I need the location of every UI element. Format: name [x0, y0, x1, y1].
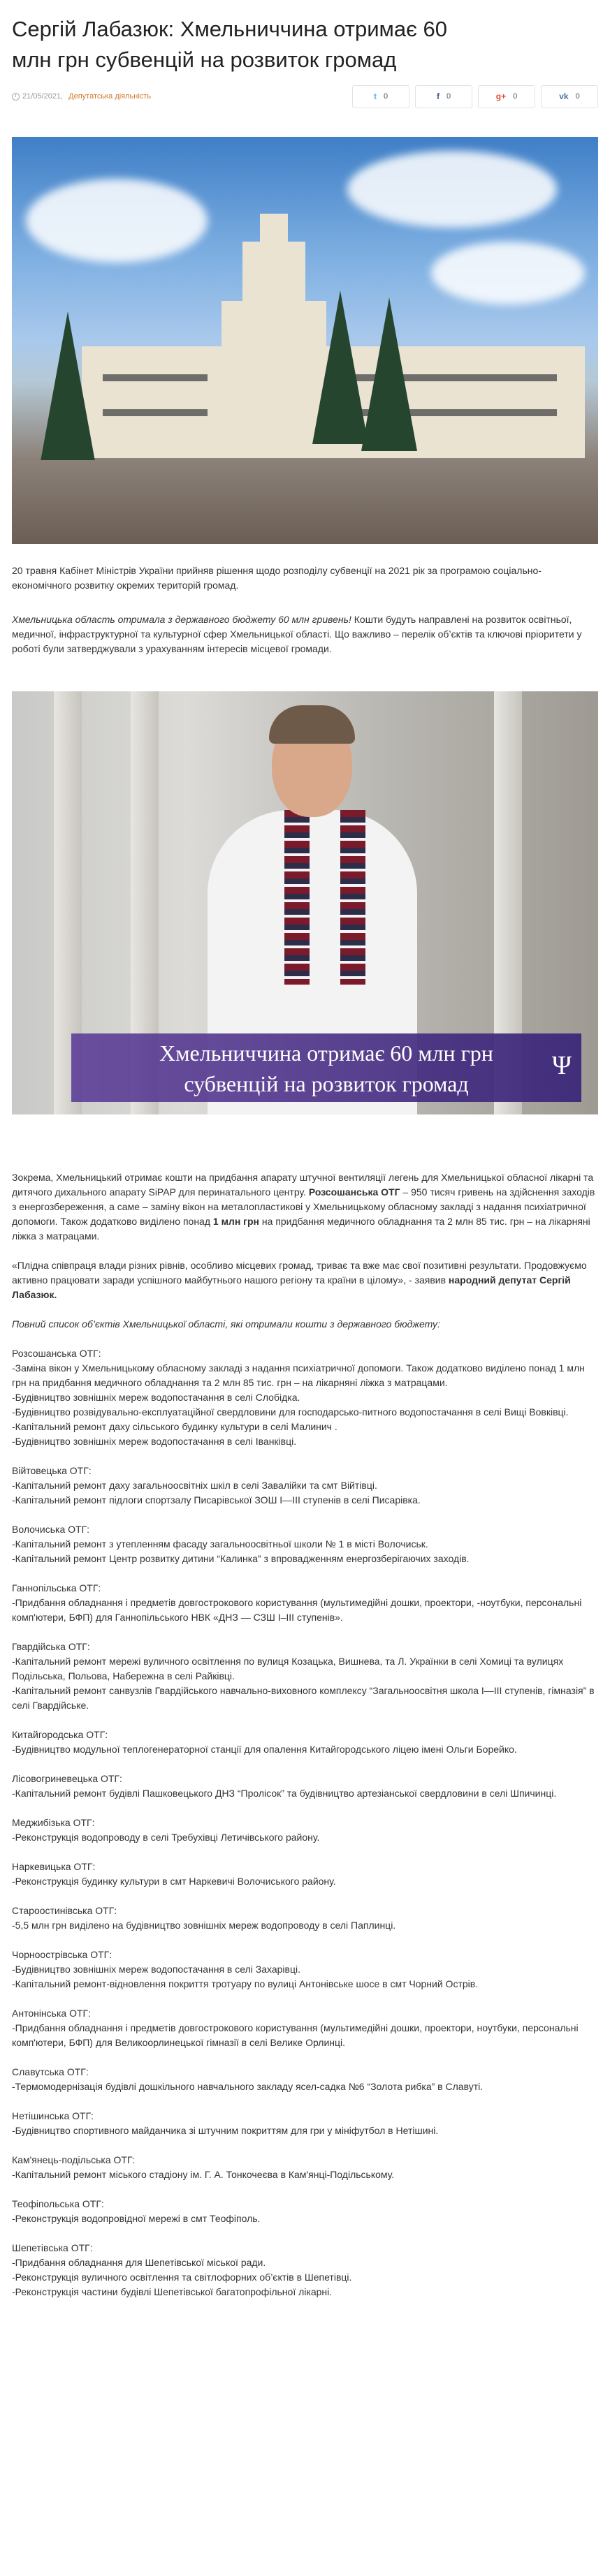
facebook-icon: f	[436, 91, 440, 101]
project-item: -5,5 млн грн виділено на будівництво зовнішніх мереж водопроводу в селі Паплинці.	[12, 1920, 396, 1931]
community-section	[12, 2109, 598, 2138]
share-count: 0	[513, 92, 518, 101]
share-google-plus-button[interactable]	[478, 85, 535, 108]
tree	[312, 290, 368, 444]
community-heading: Шепетівська ОТГ:	[12, 2242, 93, 2253]
community-section	[12, 1904, 598, 1933]
project-item: -Реконструкція водопровідної мережі в смт Теофіполь.	[12, 2213, 261, 2224]
project-item: -Реконструкція водопроводу в селі Требухівці Летичівського району.	[12, 1832, 320, 1843]
tree	[361, 297, 417, 451]
portrait-photo	[12, 691, 598, 1114]
window-row	[103, 374, 208, 381]
article-meta	[12, 82, 598, 110]
project-item: -Капітальний ремонт даху сільського будинку культури в селі Малинич .	[12, 1421, 337, 1432]
intro-paragraph: 20 травня Кабінет Міністрів України прийняв рішення щодо розподілу субвенції на 2021 рік за програмою соціально-економічного розвитку окремих територій громад.	[12, 565, 542, 591]
text: – 950 тисяч гривень на здійснення заходів з енергозбереження, а саме – заміну вікон на металопластикові у Хмельницькому обласному закладі з надання психіатричної допомоги. Також додатково виділено понад	[12, 1186, 595, 1227]
project-item: -Будівництво спортивного майданчика зі штучним покриттям для гри у мініфутбол в Нетішині.	[12, 2125, 439, 2136]
funding-emphasis: Хмельницька область отримала з державного бюджету 60 млн гривень!	[12, 614, 351, 625]
share-count: 0	[575, 92, 580, 101]
project-item: -Капітальний ремонт мережі вуличного освітлення по вулиця Козацька, Вишнева, та Л. Українки в селі Хомиці та вулицях Подільська, Польова, Набережна в селі Райківці.	[12, 1656, 564, 1681]
quote-author: народний депутат Сергій Лабазюк.	[12, 1274, 571, 1300]
project-item: -Будівництво зовнішніх мереж водопостачання в селі Іванківці.	[12, 1436, 297, 1447]
building-photo	[12, 137, 598, 544]
article-body	[12, 1170, 598, 2299]
bold-text: 1 млн грн	[212, 1216, 260, 1227]
project-item: -Заміна вікон у Хмельницькому обласному закладі з надання психіатричної допомоги. Також додатково виділено понад 1 млн грн на придбання медичного обладнання та 2 млн 85 тис. грн – на лікарняні ліжка з матрацами.	[12, 1362, 585, 1388]
plaza	[12, 460, 598, 544]
community-section	[12, 1346, 598, 1449]
clock-tower	[242, 242, 305, 304]
banner-line-1: Хмельниччина отримає 60 млн грн	[159, 1040, 493, 1066]
community-section	[12, 1860, 598, 1889]
project-item: -Реконструкція частини будівлі Шепетівської багатопрофільної лікарні.	[12, 2286, 333, 2297]
community-heading: Чорноострівська ОТГ:	[12, 1949, 112, 1960]
community-section	[12, 1581, 598, 1625]
share-buttons	[352, 85, 598, 108]
community-section	[12, 1948, 598, 1992]
share-vk-button[interactable]	[541, 85, 598, 108]
tower-top	[260, 214, 288, 245]
community-heading: Волочиська ОТГ:	[12, 1524, 90, 1535]
project-item: -Капітальний ремонт Центр розвитку дитини “Калинка” з впровадженням енергозберігаючих заходів.	[12, 1553, 470, 1564]
body-paragraph	[12, 1170, 598, 1244]
community-section	[12, 1522, 598, 1566]
project-item: -Капітальний ремонт-відновлення покриття тротуару по вулиці Антонівське шосе в смт Чорний Острів.	[12, 1978, 479, 1989]
meta-left	[12, 89, 151, 103]
vk-icon: vk	[559, 91, 569, 101]
community-heading: Гвардійська ОТГ:	[12, 1641, 90, 1652]
community-section	[12, 1464, 598, 1508]
share-count: 0	[446, 92, 451, 101]
community-heading: Китайгородська ОТГ:	[12, 1729, 108, 1740]
community-heading: Лісовогриневецька ОТГ:	[12, 1773, 122, 1784]
project-item: -Придбання обладнання для Шепетівської міської ради.	[12, 2257, 266, 2268]
trident-icon: Ψ	[551, 1051, 572, 1080]
article-title: Сергій Лабазюк: Хмельниччина отримає 60 млн грн субвенцій на розвиток громад	[12, 17, 448, 72]
project-item: -Будівництво розвідувально-експлуатаційної свердловини для господарсько-питного водопостачання в селі Вищі Вовківці.	[12, 1406, 569, 1418]
twitter-icon: t	[373, 91, 377, 101]
community-section	[12, 2197, 598, 2226]
list-intro	[12, 1317, 598, 1332]
image-banner	[71, 1033, 581, 1102]
project-item: -Реконструкція будинку культури в смт Наркевичі Волочиського району.	[12, 1876, 336, 1887]
project-item: -Капітальний ремонт підлоги спортзалу Писарівської ЗОШ І—ІІІ ступенів в селі Писарівка.	[12, 1494, 421, 1506]
community-section	[12, 2006, 598, 2050]
banner-line-2: субвенцій на розвиток громад	[184, 1071, 469, 1096]
project-item: -Капітальний ремонт міського стадіону ім. Г. А. Тонкочеєва в Кам'янці-Подільському.	[12, 2169, 395, 2180]
article-date: 21/05/2021,	[22, 92, 64, 101]
community-heading: Кам'янець-подільська ОТГ:	[12, 2154, 136, 2165]
google-plus-icon: g+	[495, 91, 507, 101]
community-section	[12, 1640, 598, 1713]
article-category-link[interactable]: Депутатська діяльність	[68, 92, 152, 101]
project-item: -Будівництво модульної теплогенераторної станції для опалення Китайгородського ліцею імені Ольги Борейко.	[12, 1744, 517, 1755]
community-heading: Теофіпольська ОТГ:	[12, 2198, 104, 2209]
project-item: -Капітальний ремонт будівлі Пашковецького ДНЗ “Пролісок” та будівництво артезіанської свердловини в селі Шпичинці.	[12, 1788, 557, 1799]
community-heading: Нетішинська ОТГ:	[12, 2110, 94, 2121]
window-row	[103, 409, 208, 416]
community-heading: Наркевицька ОТГ:	[12, 1861, 96, 1872]
text: Зокрема, Хмельницький отримає кошти на придбання апарату штучної вентиляції легень для Хмельницької обласної лікарні та дитячого дихального апарату SiPAP для перинатального центру.	[12, 1172, 594, 1198]
community-heading: Староостинівська ОТГ:	[12, 1905, 117, 1916]
community-heading: Ганнопільська ОТГ:	[12, 1582, 101, 1594]
project-item: -Придбання обладнання і предметів довгострокового користування (мультимедійні дошки, проектори, ноутбуки, персональні комп'ютери, БФП) для Великоорлинецької гімназії в селі Велике Орлинці.	[12, 2022, 579, 2048]
project-item: -Будівництво зовнішніх мереж водопостачання в селі Захарівці.	[12, 1964, 300, 1975]
share-facebook-button[interactable]	[415, 85, 472, 108]
cloud	[347, 151, 557, 228]
quote-paragraph	[12, 1258, 598, 1302]
funding-rest: Кошти будуть направлені на розвиток освітньої, медичної, інфраструктурної та культурної сфер Хмельницької області. Що важливо – перелік об’єктів та ключові пріоритети у роботі були затверджували з урахуванням інтересів місцевої громади.	[12, 614, 582, 654]
community-heading: Розсошанська ОТГ:	[12, 1348, 101, 1359]
community-section	[12, 1728, 598, 1757]
project-item: -Термомодернізація будівлі дошкільного навчального закладу ясел-садка №6 “Золота рибка” в Славуті.	[12, 2081, 484, 2092]
project-item: -Будівництво зовнішніх мереж водопостачання в селі Слобідка.	[12, 1392, 300, 1403]
funding-list	[12, 1346, 598, 2299]
funding-paragraph	[12, 612, 598, 656]
list-intro-text: Повний список об’єктів Хмельницької області, які отримали кошти з державного бюджету:	[12, 1318, 440, 1330]
shirt-embroidery	[340, 810, 365, 985]
clock-icon	[12, 93, 20, 101]
community-heading: Меджибізька ОТГ:	[12, 1817, 95, 1828]
community-heading: Війтовецька ОТГ:	[12, 1465, 92, 1476]
project-item: -Реконструкція вуличного освітлення та світлофорних об’єктів в Шепетівці.	[12, 2272, 352, 2283]
community-section	[12, 2241, 598, 2299]
project-item: -Капітальний ремонт з утепленням фасаду загальноосвітньої школи № 1 в місті Волочиськ.	[12, 1538, 428, 1550]
project-item: -Капітальний ремонт даху загальноосвітніх шкіл в селі Завалійки та смт Війтівці.	[12, 1480, 377, 1491]
community-section	[12, 1772, 598, 1801]
tree	[40, 311, 96, 465]
text: на придбання медичного обладнання та 2 млн 85 тис. грн – на лікарняні ліжка з матрацами.	[12, 1216, 590, 1242]
community-heading: Славутська ОТГ:	[12, 2066, 89, 2077]
share-twitter-button[interactable]	[352, 85, 409, 108]
share-count: 0	[383, 92, 388, 101]
person-hair	[269, 705, 355, 744]
community-section	[12, 2065, 598, 2094]
shirt-embroidery	[284, 810, 310, 985]
building-center	[222, 301, 326, 350]
cloud	[26, 179, 208, 263]
community-section	[12, 1816, 598, 1845]
cloud	[431, 242, 585, 304]
project-item: -Придбання обладнання і предметів довгострокового користування (мультимедійні дошки, проектори, -ноутбуки, персональні комп'ютери, БФП) для Ганнопільського НВК «ДНЗ — СЗШ І–ІІІ ступенів».	[12, 1597, 582, 1623]
community-heading: Антонінська ОТГ:	[12, 2008, 91, 2019]
community-section	[12, 2153, 598, 2182]
project-item: -Капітальний ремонт санвузлів Гвардійського навчально-виховного комплексу “Загальноосвітня школа І—ІІІ ступенів, гімназія” в селі Гвардійське.	[12, 1685, 595, 1711]
quote-text: «Плідна співпраця влади різних рівнів, особливо місцевих громад, триває та вже має свої позитивні результати. Продовжуємо активно працювати заради успішного майбутнього нашого регіону та країни в цілому», - заявив	[12, 1260, 587, 1286]
bold-text: Розсошанська ОТГ	[308, 1186, 400, 1198]
